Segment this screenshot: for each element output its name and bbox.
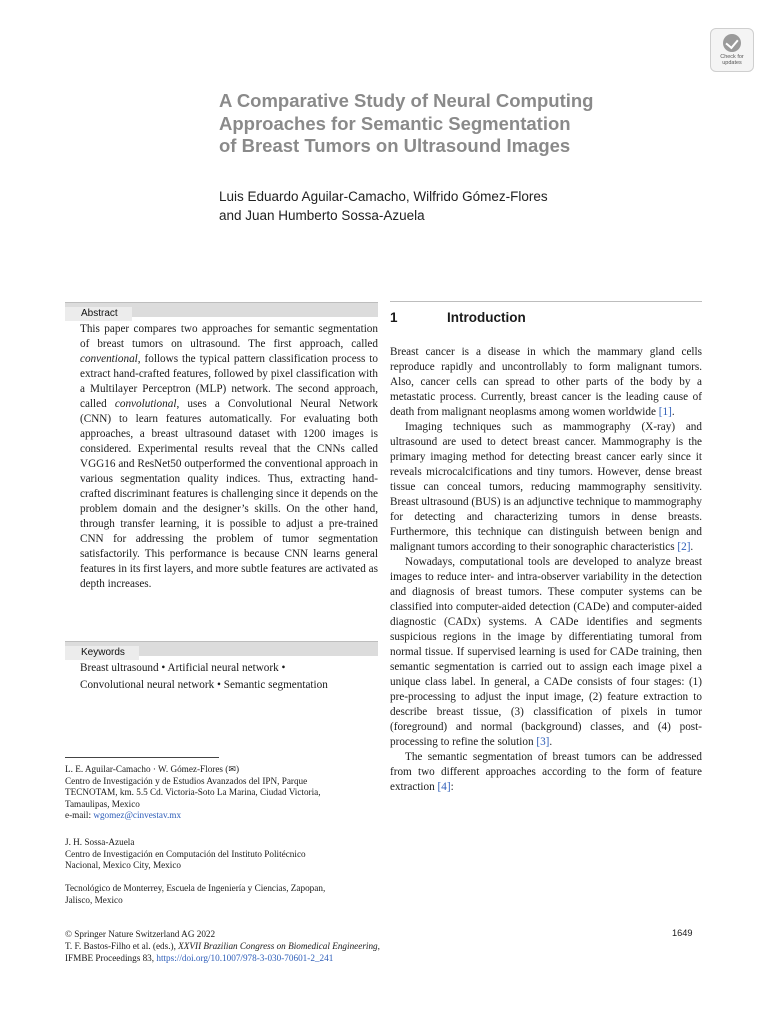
title-line: A Comparative Study of Neural Computing (219, 90, 594, 111)
authors (219, 187, 699, 225)
author-line: and Juan Humberto Sossa-Azuela (219, 208, 425, 223)
abstract-heading: Abstract (65, 307, 132, 321)
doi-link[interactable]: https://doi.org/10.1007/978-3-030-70601-2_241 (156, 953, 334, 963)
title-line: Approaches for Semantic Segmentation (219, 112, 571, 134)
paper-title (219, 90, 699, 158)
citation-line: T. F. Bastos-Filho et al. (eds.), XXVII Brazilian Congress on Biomedical Engineering, (65, 941, 380, 951)
check-updates-label: Check for updates (720, 54, 744, 66)
author-line: Luis Eduardo Aguilar-Camacho, Wilfrido Gómez-Flores (219, 189, 548, 204)
title-line: of Breast Tumors on Ultrasound Images (219, 135, 571, 156)
affiliation-1: L. E. Aguilar-Camacho · W. Gómez-Flores (✉) Centro de Investigación y de Estudios Avanzados del IPN, Parque TECNOTAM, km. 5.5 Cd. Victoria-Soto La Marina, Ciudad Victoria, Tamaulipas, Mexico e-mail: wgomez@cinvestav.mx (65, 764, 321, 820)
keywords-section (65, 641, 378, 694)
section-rule (390, 301, 702, 302)
footnote-rule (65, 757, 219, 758)
citation-link[interactable]: [3] (536, 736, 550, 748)
introduction-body (390, 345, 702, 795)
check-for-updates-badge[interactable] (710, 28, 754, 72)
proceedings-line: IFMBE Proceedings 83, https://doi.org/10.1007/978-3-030-70601-2_241 (65, 953, 334, 963)
section-number: 1 (390, 310, 398, 325)
paragraph: Nowadays, computational tools are developed to analyze breast images to reduce inter- and intra-observer variability in the detection and diagnosis of breast tumors. These computer systems can be classified into computer-aided detection (CADe) and computer-aided diagnostic (CADx) systems. A CADe identifies and segments suspicious regions in the image by differentiating tumoral from normal tissue. If supervised learning is used for CADe training, then semantic segmentation is carried out to assign each image pixel a unique class label. In general, a CADe consists of four stages: (1) pre-processing to adjust the input image, (2) feature extraction to describe breast tissue, (3) classification of pixels in tumor (foreground) and normal (background) classes, and (4) post-processing to refine the solution [3]. (390, 556, 702, 748)
citation-link[interactable]: [1] (658, 406, 672, 418)
page-number: 1649 (672, 928, 693, 938)
paragraph: The semantic segmentation of breast tumors can be addressed from two different approaches according to the form of feature extraction [4]: (390, 751, 702, 793)
section-title: Introduction (447, 310, 526, 325)
keywords-heading-bar (65, 641, 378, 656)
affiliation-2: J. H. Sossa-Azuela Centro de Investigación en Computación del Instituto Politécnico Nacional, Mexico City, Mexico (65, 837, 306, 870)
abstract-section (65, 302, 378, 592)
affiliation-3: Tecnológico de Monterrey, Escuela de Ingeniería y Ciencias, Zapopan, Jalisco, Mexico (65, 883, 326, 905)
keywords-heading: Keywords (65, 646, 139, 660)
keywords-list: Breast ultrasound • Artificial neural network • Convolutional neural network • Semantic segmentation (80, 662, 328, 691)
page-footer (65, 928, 705, 964)
paragraph: Breast cancer is a disease in which the mammary gland cells reproduce rapidly and uncontrollably to form malignant tumors. Also, cancer cells can spread to other parts of the body by a metastatic process. Currently, breast cancer is the leading cause of death from malignant neoplasms among women worldwide [1]. (390, 346, 702, 418)
abstract-text: This paper compares two approaches for semantic segmentation of breast tumors on ultrasound. The first approach, called conventional, follows the typical pattern classification process to extract hand-crafted features, followed by pixel classification with a Multilayer Perceptron (MLP) network. The second approach, called convolutional, uses a Convolutional Neural Network (CNN) to learn features automatically. For evaluating both approaches, a breast ultrasound dataset with 1200 images is considered. Experimental results reveal that the CNNs called VGG16 and ResNet50 outperformed the conventional approach in various segmentation quality indices. Thus, extracting hand-crafted discriminant features is challenging since it depends on the problem domain and the designer’s skills. On the other hand, through transfer learning, it is possible to adjust a pre-trained CNN for addressing the problem of tumor segmentation satisfactorily. This performance is because CNN learns general features in its first layers, and more subtle features are activated as depth increases. (80, 323, 378, 590)
check-updates-icon (723, 34, 741, 52)
email-link[interactable]: wgomez@cinvestav.mx (93, 810, 182, 820)
citation-link[interactable]: [4] (437, 781, 451, 793)
abstract-heading-bar (65, 302, 378, 317)
paragraph: Imaging techniques such as mammography (X-ray) and ultrasound are used to detect breast cancer. Mammography is the primary imaging method for detecting breast cancer early since it reveals microcalcifications and tiny tumors. However, dense breast tissue can conceal tumors, reducing mammography sensitivity. Breast ultrasound (BUS) is an adjunctive technique to mammography for detecting and characterizing tumors in dense breasts. Furthermore, this technique can distinguish between benign and malignant tumors according to their sonographic characteristics [2]. (390, 421, 702, 553)
citation-link[interactable]: [2] (677, 541, 691, 553)
copyright: © Springer Nature Switzerland AG 2022 (65, 929, 216, 939)
